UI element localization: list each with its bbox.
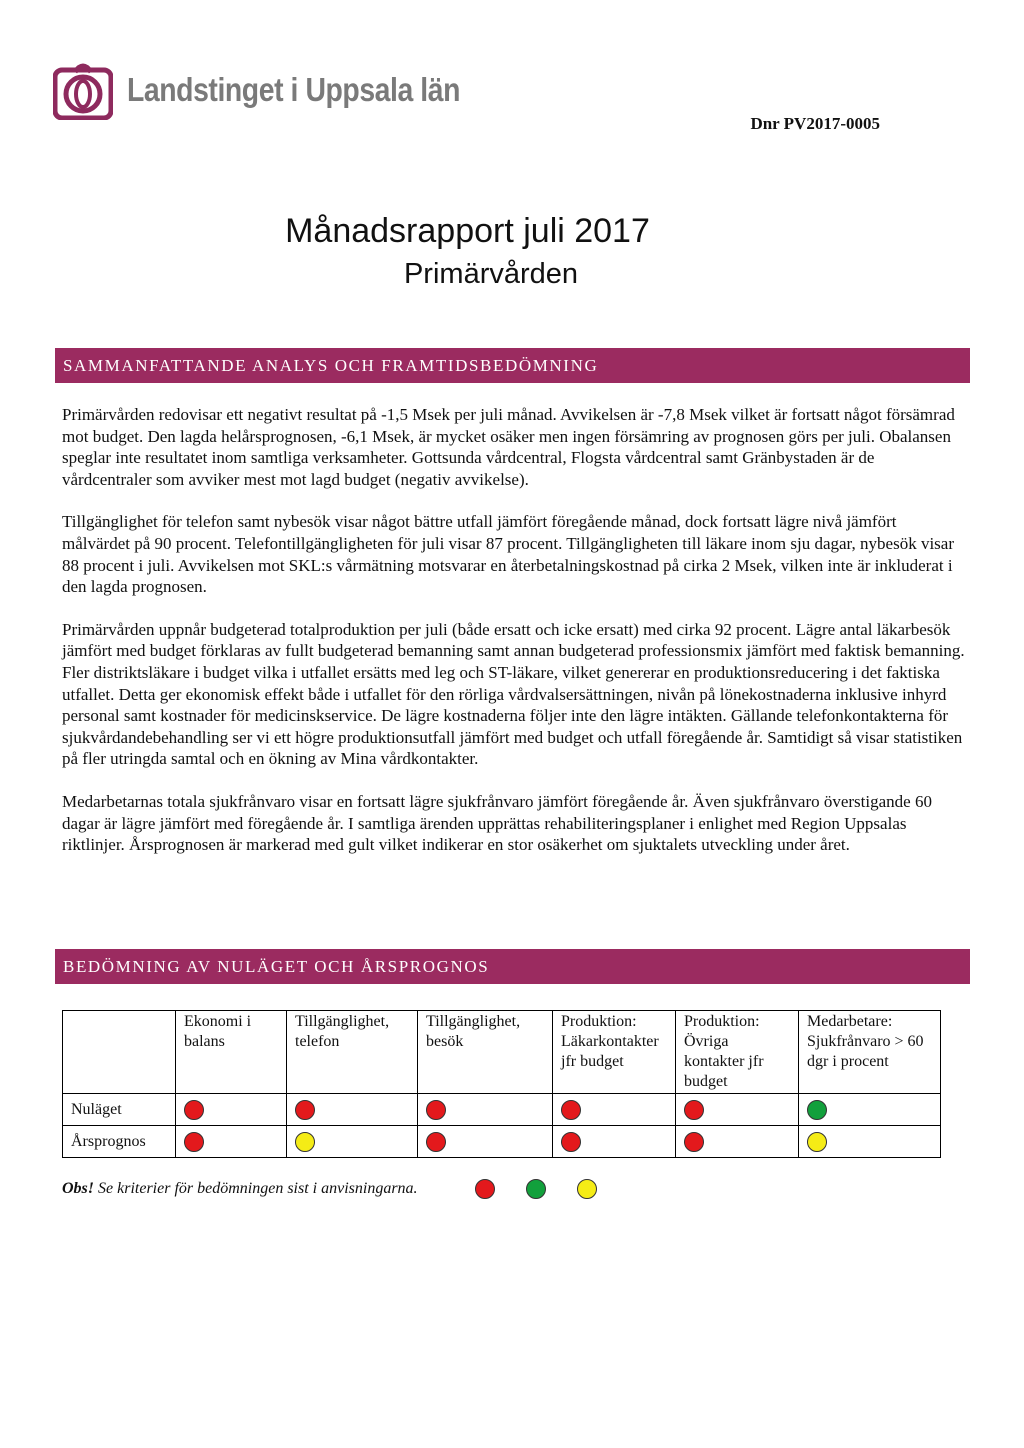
status-indicator-icon (295, 1100, 315, 1120)
status-indicator-icon (561, 1132, 581, 1152)
status-cell (287, 1126, 418, 1158)
status-indicator-icon (295, 1132, 315, 1152)
report-subtitle: Primärvården (403, 258, 579, 290)
status-indicator-icon (184, 1132, 204, 1152)
assessment-table (62, 1010, 941, 1158)
column-header: Tillgänglighet, telefon (287, 1011, 418, 1094)
analysis-text (62, 404, 967, 877)
table-header-row (63, 1011, 941, 1094)
status-indicator-icon (684, 1132, 704, 1152)
criteria-note (62, 1180, 418, 1198)
row-label: Nuläget (63, 1094, 176, 1126)
status-cell (287, 1094, 418, 1126)
section-heading-analysis: SAMMANFATTANDE ANALYS OCH FRAMTIDSBEDÖMNING (55, 348, 970, 383)
note-label: Obs! (62, 1180, 95, 1197)
status-indicator-icon (807, 1100, 827, 1120)
status-cell (176, 1094, 287, 1126)
row-label: Årsprognos (63, 1126, 176, 1158)
table-row (63, 1126, 941, 1158)
org-name: Landstinget i Uppsala län (127, 71, 461, 108)
status-indicator-icon (807, 1132, 827, 1152)
table-row (63, 1094, 941, 1126)
paragraph: Primärvården redovisar ett negativt resultat på -1,5 Msek per juli månad. Avvikelsen är -7,8 Msek vilket är fortsatt något försämrad mot budget. Den lagda helårsprognosen, -6,1 Msek, är mycket osäker men ingen försämring av prognosen görs per juli. Obalansen speglar inte resultatet inom samtliga verksamheter. Gottsunda vårdcentral, Flogsta vårdcentral samt Gränbystaden är de vårdcentraler som avviker mest mot lagd budget (negativ avvikelse). (62, 405, 955, 489)
column-header: Medarbetare: Sjukfrånvaro > 60 dgr i procent (799, 1011, 941, 1094)
legend-indicator-icon (577, 1179, 597, 1199)
column-header: Ekonomi i balans (176, 1011, 287, 1094)
status-indicator-icon (684, 1100, 704, 1120)
table-corner-cell (63, 1011, 176, 1094)
column-header: Tillgänglighet, besök (418, 1011, 553, 1094)
paragraph: Medarbetarnas totala sjukfrånvaro visar en fortsatt lägre sjukfrånvaro jämfört föregående år. Även sjukfrånvaro överstigande 60 dagar är lägre jämfört med föregående år. I samtliga ärenden upprättas rehabiliteringsplaner i enlighet med Region Uppsalas riktlinjer. Årsprognosen är markerad med gult vilket indikerar en stor osäkerhet om sjuktalets utveckling under året. (62, 791, 932, 855)
column-header: Produktion: Läkarkontakter jfr budget (553, 1011, 676, 1094)
status-cell (553, 1094, 676, 1126)
legend-indicator-icon (475, 1179, 495, 1199)
report-title: Månadsrapport juli 2017 (285, 212, 650, 250)
status-cell (676, 1094, 799, 1126)
status-cell (553, 1126, 676, 1158)
paragraph: Primärvården uppnår budgeterad totalproduktion per juli (både ersatt och icke ersatt) med cirka 92 procent. Lägre antal läkarbesök jämfört med budget förklaras av fullt budgeterad bemanning samt annan budgeterad professionsmix jämfört med faktisk bemanning. Fler distriktsläkare i budget vilka i utfallet ersätts med leg och ST-läkare, vilket genererar en produktionsreducering i det faktiska utfallet. Detta ger ekonomisk effekt både i utfallet för den rörliga vårdvalsersättningen, nivån på lönekostnaderna inklusive inhyrd personal samt kostnader för medicinskservice. De lägre kostnaderna följer inte den lägre intäkten. Gällande telefonkontakterna för sjukvårdandebehandling ser vi ett högre produktionsutfall jämfört med budget och utfall föregående år. Samtidigt så visar statistiken på fler utringda samtal och en ökning av Mina vårdkontakter. (62, 619, 965, 769)
org-logo (53, 60, 514, 120)
status-cell (176, 1126, 287, 1158)
section-heading-assessment: BEDÖMNING AV NULÄGET OCH ÅRSPROGNOS (55, 949, 970, 984)
status-cell (799, 1126, 941, 1158)
column-header: Produktion: Övriga kontakter jfr budget (676, 1011, 799, 1094)
paragraph: Tillgänglighet för telefon samt nybesök visar något bättre utfall jämfört föregående månad, dock fortsatt lägre nivå jämfört målvärdet på 90 procent. Telefontillgängligheten för juli visar 87 procent. Tillgängligheten till läkare inom sju dagar, nybesök visar 88 procent i juli. Avvikelsen mot SKL:s vårmätning motsvarar en återbetalningskostnad på cirka 2 Msek, vilken inte är inkluderat i den lagda prognosen. (62, 512, 954, 597)
status-cell (676, 1126, 799, 1158)
status-cell (418, 1094, 553, 1126)
status-cell (418, 1126, 553, 1158)
status-indicator-icon (426, 1132, 446, 1152)
status-indicator-icon (184, 1100, 204, 1120)
note-text: Se kriterier för bedömningen sist i anvisningarna. (94, 1180, 418, 1197)
status-indicator-icon (426, 1100, 446, 1120)
legend-indicator-icon (526, 1179, 546, 1199)
status-indicator-icon (561, 1100, 581, 1120)
region-logo-icon (53, 60, 113, 120)
status-cell (799, 1094, 941, 1126)
document-number: Dnr PV2017-0005 (750, 114, 880, 133)
